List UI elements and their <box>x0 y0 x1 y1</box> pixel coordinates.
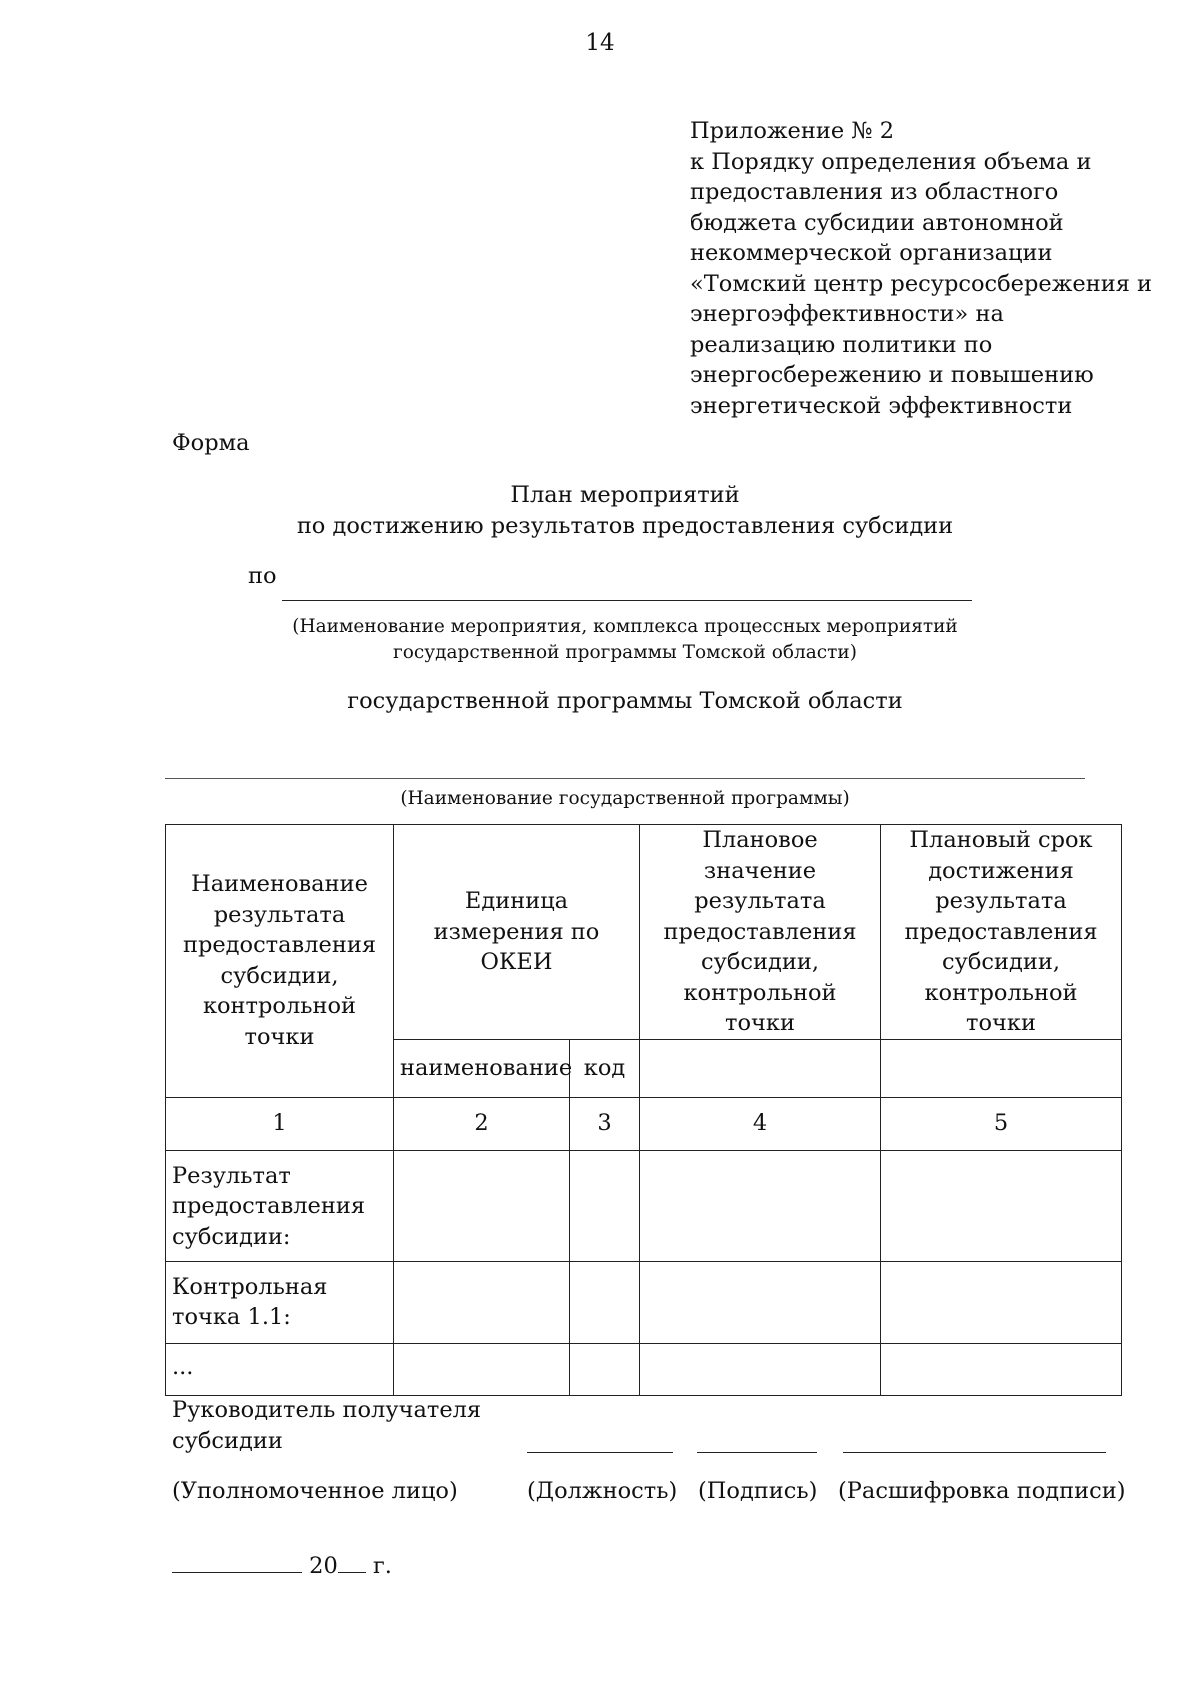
subheader-empty <box>640 1039 881 1097</box>
measure-name-field-line[interactable] <box>282 600 972 601</box>
table-cell[interactable] <box>881 1261 1122 1343</box>
program-name-hint: (Наименование государственной программы) <box>400 788 850 809</box>
column-number: 4 <box>640 1097 881 1150</box>
date-day-month-field[interactable] <box>172 1550 302 1573</box>
position-label: (Должность) <box>527 1478 678 1504</box>
table-cell[interactable] <box>394 1261 570 1343</box>
appendix-line: энергетической эффективности <box>690 392 1073 419</box>
date-year-field[interactable] <box>338 1550 366 1573</box>
date-year-suffix: г. <box>372 1553 392 1579</box>
header-planned-value: Плановое значение результата предоставления субсидии, контрольной точки <box>640 825 881 1040</box>
row-label: Результат предоставления субсидии: <box>166 1150 394 1261</box>
date-line <box>172 1550 392 1579</box>
date-year-prefix: 20 <box>309 1553 338 1579</box>
decoding-label: (Расшифровка подписи) <box>838 1478 1126 1504</box>
table-cell[interactable] <box>881 1343 1122 1395</box>
table-cell[interactable] <box>394 1150 570 1261</box>
signature-head-line-1: Руководитель получателя <box>172 1397 482 1423</box>
program-name-field-line[interactable] <box>165 778 1085 779</box>
column-number: 3 <box>570 1097 640 1150</box>
table-cell[interactable] <box>640 1261 881 1343</box>
page-number: 14 <box>585 30 615 56</box>
header-result-name: Наименование результата предоставления субсидии, контрольной точки <box>166 825 394 1098</box>
po-label: по <box>248 563 277 589</box>
title-line-2: по достижению результатов предоставления субсидии <box>296 513 954 539</box>
appendix-block <box>690 116 1170 421</box>
table-cell[interactable] <box>570 1150 640 1261</box>
table-cell[interactable] <box>640 1150 881 1261</box>
appendix-line: предоставления из областного <box>690 179 1059 205</box>
form-label: Форма <box>172 430 250 456</box>
decoding-field-line[interactable] <box>843 1452 1106 1453</box>
header-planned-date: Плановый срок достижения результата предоставления субсидии, контрольной точки <box>881 825 1122 1040</box>
subheader-unit-name: наименование <box>394 1039 570 1097</box>
table-row <box>166 1343 1122 1395</box>
plan-table <box>165 824 1122 1396</box>
document-title <box>0 480 1200 542</box>
appendix-line: энергосбережению и повышению <box>690 362 1094 388</box>
column-number: 1 <box>166 1097 394 1150</box>
table-cell[interactable] <box>570 1343 640 1395</box>
header-unit: Единица измерения по ОКЕИ <box>394 825 640 1040</box>
position-field-line[interactable] <box>527 1452 673 1453</box>
appendix-line: к Порядку определения объема и <box>690 148 1092 175</box>
table-cell[interactable] <box>640 1343 881 1395</box>
measure-hint-line-1: (Наименование мероприятия, комплекса процессных мероприятий <box>292 616 958 637</box>
measure-hint-line-2: государственной программы Томской области) <box>393 642 857 663</box>
header-row <box>166 825 1122 1040</box>
appendix-line: бюджета субсидии автономной <box>690 209 1064 236</box>
appendix-line: Приложение № 2 <box>690 118 895 144</box>
appendix-line: некоммерческой организации <box>690 240 1053 266</box>
appendix-line: энергоэффективности» на <box>690 301 1004 327</box>
table-row <box>166 1261 1122 1343</box>
signature-label: (Подпись) <box>698 1478 818 1504</box>
signature-head <box>172 1395 481 1456</box>
table-cell[interactable] <box>570 1261 640 1343</box>
measure-name-hint <box>0 614 1200 666</box>
subheader-unit-code: код <box>570 1039 640 1097</box>
signature-head-line-2: субсидии <box>172 1427 283 1454</box>
appendix-line: «Томский центр ресурсосбережения и <box>690 270 1153 297</box>
subheader-empty <box>881 1039 1122 1097</box>
appendix-line: реализацию политики по <box>690 331 993 358</box>
row-label: Контрольная точка 1.1: <box>166 1261 394 1343</box>
gos-program-text: государственной программы Томской области <box>347 688 903 714</box>
row-label: ... <box>166 1343 394 1395</box>
authorized-person-label: (Уполномоченное лицо) <box>172 1478 458 1504</box>
title-line-1: План мероприятий <box>510 482 740 508</box>
table-cell[interactable] <box>881 1150 1122 1261</box>
column-number: 2 <box>394 1097 570 1150</box>
table-row <box>166 1150 1122 1261</box>
table-cell[interactable] <box>394 1343 570 1395</box>
column-number: 5 <box>881 1097 1122 1150</box>
numbers-row <box>166 1097 1122 1150</box>
signature-field-line[interactable] <box>697 1452 817 1453</box>
